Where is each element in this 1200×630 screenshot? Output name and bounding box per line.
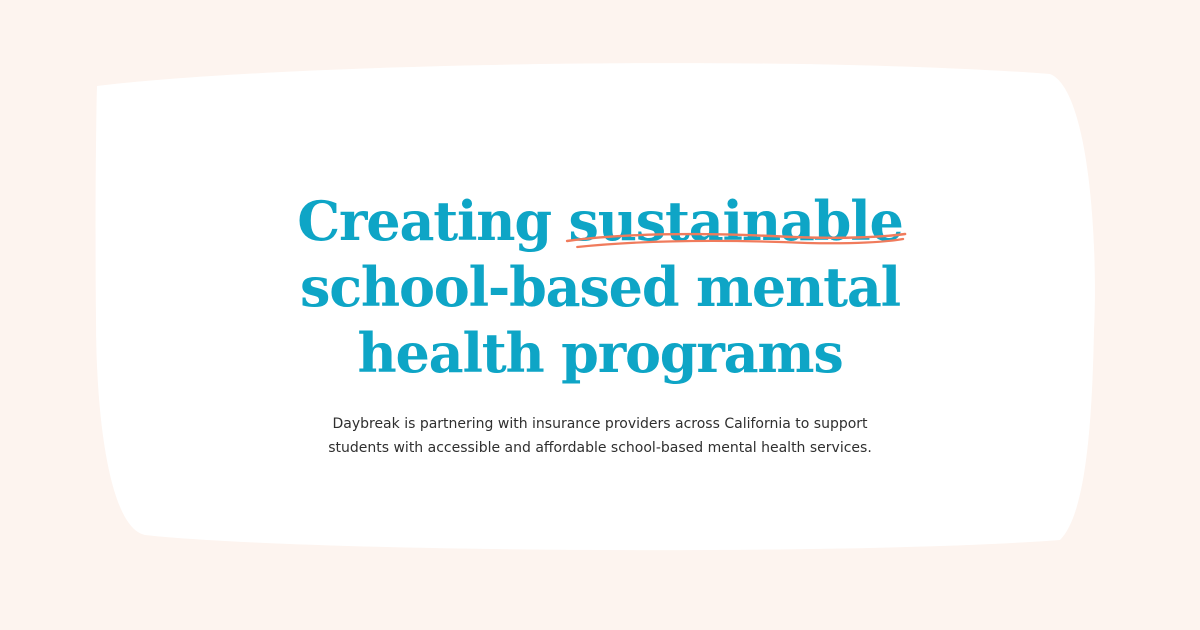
subtitle-line-1: Daybreak is partnering with insurance providers across California to support — [332, 416, 868, 432]
hero-subtitle — [250, 412, 950, 460]
hero-headline — [200, 188, 1000, 386]
headline-line-2: school-based mental — [300, 255, 900, 319]
headline-prefix: Creating — [297, 189, 569, 253]
subtitle-line-2: students with accessible and affordable school-based mental health services. — [328, 440, 872, 456]
headline-highlight — [569, 188, 903, 254]
headline-line-1 — [200, 188, 1000, 254]
headline-highlight-text: sustainable — [568, 189, 903, 253]
headline-line-3: health programs — [357, 321, 843, 385]
